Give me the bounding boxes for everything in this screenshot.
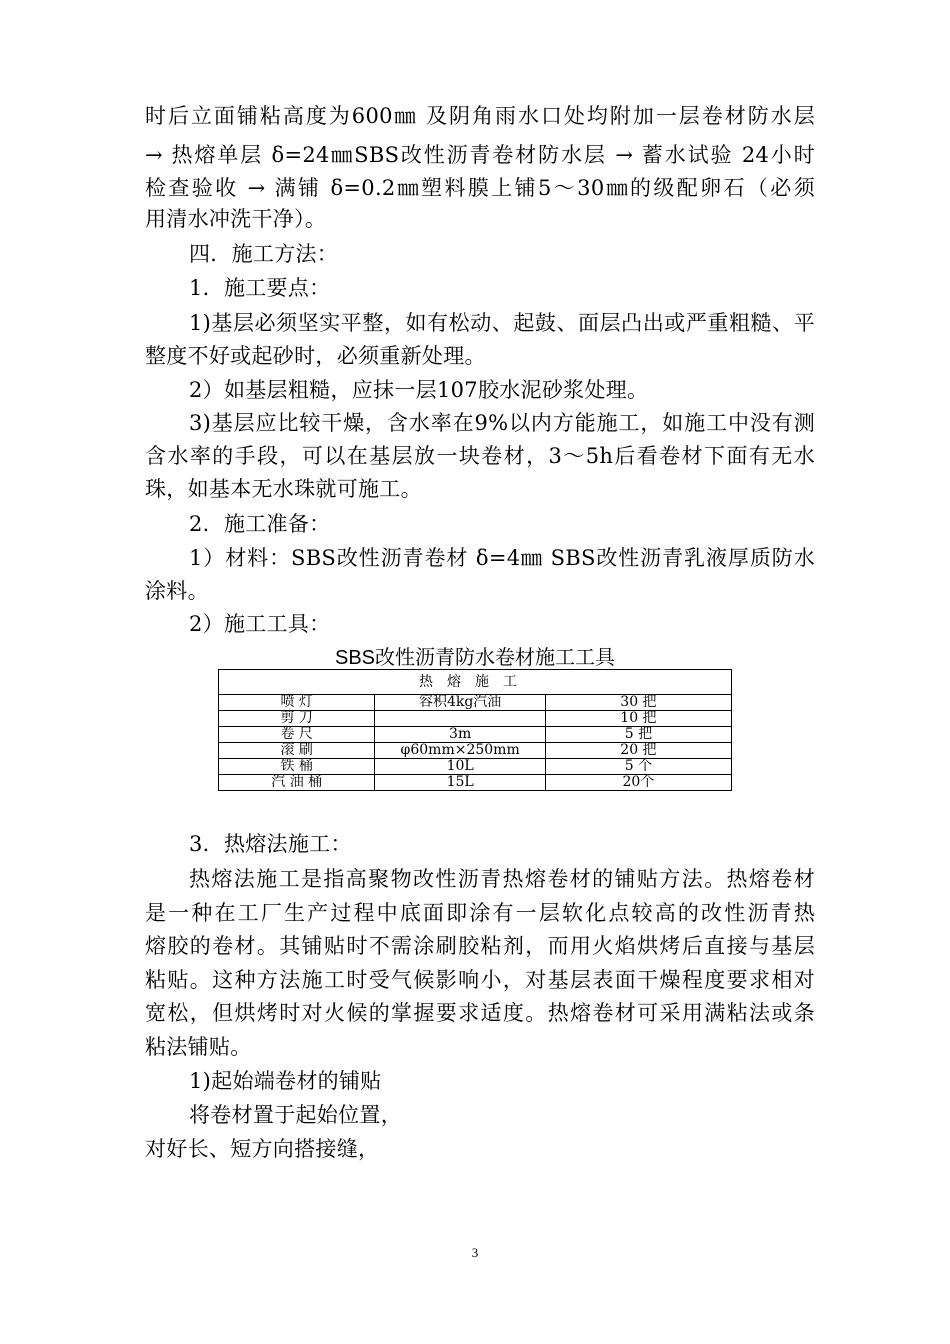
table-header-row <box>219 670 732 695</box>
tool-qty: 20个 <box>545 775 731 791</box>
paragraph-line: 将卷材置于起始位置， <box>189 1103 402 1127</box>
tool-qty: 5 把 <box>545 727 731 743</box>
paragraph-line: 时后立面铺粘高度为600㎜ 及阴角雨水口处均附加一层卷材防水层 <box>145 104 815 128</box>
paragraph-line: 是一种在工厂生产过程中底面即涂有一层软化点较高的改性沥青热 <box>145 901 815 925</box>
table-row <box>219 759 732 775</box>
paragraph-line: 热熔法施工是指高聚物改性沥青热熔卷材的铺贴方法。热熔卷材 <box>189 867 815 891</box>
tool-qty: 30 把 <box>545 695 731 711</box>
tool-spec: 15L <box>375 775 545 791</box>
tool-qty: 10 把 <box>545 711 731 727</box>
tool-name: 汽 油 桶 <box>219 775 375 791</box>
paragraph-line: 宽松，但烘烤时对火候的掌握要求适度。热熔卷材可采用满粘法或条 <box>145 1001 815 1025</box>
tool-spec <box>375 711 545 727</box>
tool-name: 铁 桶 <box>219 759 375 775</box>
tool-spec: φ60mm×250mm <box>375 743 545 759</box>
paragraph-line: → 热熔单层 δ=24㎜SBS改性沥青卷材防水层 → 蓄水试验 24小时 <box>145 143 815 167</box>
paragraph-line: 1)基层必须坚实平整，如有松动、起鼓、面层凸出或严重粗糙、平 <box>189 311 815 335</box>
table-row <box>219 775 732 791</box>
table-header: 热熔施工 <box>219 670 732 695</box>
tools-table <box>218 669 732 791</box>
tool-spec: 10L <box>375 759 545 775</box>
paragraph-line: 对好长、短方向搭接缝， <box>145 1137 380 1161</box>
paragraph-line: 用清水冲洗干净）。 <box>145 207 327 231</box>
table-row <box>219 727 732 743</box>
paragraph-line: 3)基层应比较干燥，含水率在9%以内方能施工，如施工中没有测 <box>189 411 815 435</box>
paragraph-line: 粘法铺贴。 <box>145 1035 252 1059</box>
tool-name: 剪 刀 <box>219 711 375 727</box>
tool-spec: 容积4kg汽油 <box>375 695 545 711</box>
tool-name: 滚 刷 <box>219 743 375 759</box>
subsection-heading: 3．热熔法施工： <box>189 832 352 856</box>
tool-qty: 5 个 <box>545 759 731 775</box>
paragraph-line: 含水率的手段，可以在基层放一块卷材，3～5h后看卷材下面有无水 <box>145 444 815 468</box>
paragraph-line: 2）如基层粗糙，应抹一层107胶水泥砂浆处理。 <box>189 378 649 402</box>
tool-spec: 3m <box>375 727 545 743</box>
subsection-heading: 1．施工要点： <box>189 276 331 300</box>
paragraph-line: 检查验收 → 满铺 δ=0.2㎜塑料膜上铺5～30㎜的级配卵石（必须 <box>145 176 815 200</box>
page-number: 3 <box>471 1245 479 1260</box>
section-heading: 四．施工方法： <box>189 242 339 266</box>
paragraph-line: 涂料。 <box>145 579 209 603</box>
subsection-heading: 2）施工工具： <box>189 612 331 636</box>
table-title: SBS改性沥青防水卷材施工工具 <box>334 647 616 669</box>
table-row <box>219 695 732 711</box>
paragraph-line: 1）材料：SBS改性沥青卷材 δ=4㎜ SBS改性沥青乳液厚质防水 <box>189 546 815 570</box>
paragraph-line: 珠，如基本无水珠就可施工。 <box>145 477 422 501</box>
paragraph-line: 粘贴。这种方法施工时受气候影响小，对基层表面干燥程度要求相对 <box>145 968 815 992</box>
tool-name: 喷 灯 <box>219 695 375 711</box>
paragraph-line: 熔胶的卷材。其铺贴时不需涂刷胶粘剂，而用火焰烘烤后直接与基层 <box>145 934 815 958</box>
tool-qty: 20 把 <box>545 743 731 759</box>
step-heading: 1)起始端卷材的铺贴 <box>189 1069 382 1093</box>
tool-name: 卷 尺 <box>219 727 375 743</box>
subsection-heading: 2．施工准备： <box>189 512 331 536</box>
table-row <box>219 743 732 759</box>
paragraph-line: 整度不好或起砂时，必须重新处理。 <box>145 344 486 368</box>
table-row <box>219 711 732 727</box>
